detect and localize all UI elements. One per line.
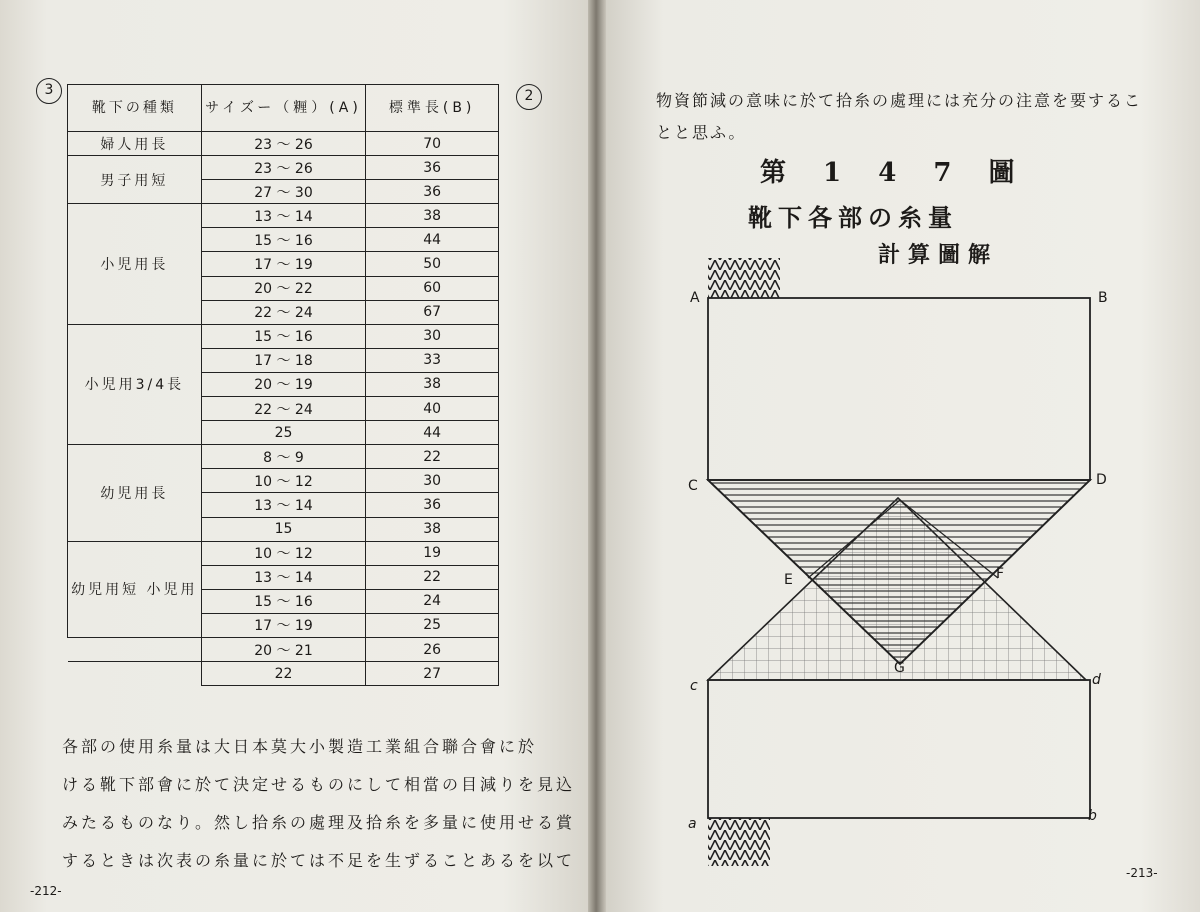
page-number-left: -212- [30, 884, 62, 898]
length-cell: 38 [366, 372, 499, 396]
size-cell: 17 〜 18 [201, 348, 366, 372]
length-cell: 25 [366, 613, 499, 637]
label-b: b [1088, 808, 1097, 824]
lower-rectangle [708, 680, 1090, 818]
length-cell: 40 [366, 397, 499, 421]
size-cell: 22 [201, 662, 366, 686]
label-D: D [1096, 472, 1107, 488]
type-cell: 婦人用長 [68, 132, 202, 156]
figure-subtitle: 計算圖解 [878, 242, 999, 268]
size-cell: 13 〜 14 [201, 493, 366, 517]
type-cell: 幼児用長 [68, 445, 202, 541]
length-cell: 70 [366, 132, 499, 156]
header-type: 靴下の種類 [68, 85, 202, 132]
length-cell: 38 [366, 204, 499, 228]
length-cell: 67 [366, 300, 499, 324]
size-cell: 15 〜 16 [201, 228, 366, 252]
length-cell: 26 [366, 637, 499, 661]
label-a: a [688, 816, 697, 832]
length-cell: 38 [366, 517, 499, 541]
length-cell: 44 [366, 421, 499, 445]
intro-line-2: とと思ふ。 [656, 123, 747, 142]
size-cell: 10 〜 12 [201, 469, 366, 493]
length-cell: 33 [366, 348, 499, 372]
size-cell: 15 〜 16 [201, 589, 366, 613]
length-cell: 24 [366, 589, 499, 613]
size-cell: 13 〜 14 [201, 204, 366, 228]
length-cell: 36 [366, 156, 499, 180]
figure-title: 靴下各部の糸量 [748, 203, 958, 232]
type-cell: 小児用3/4長 [68, 324, 202, 444]
size-cell: 23 〜 26 [201, 132, 366, 156]
size-cell: 23 〜 26 [201, 156, 366, 180]
type-cell: 小児用長 [68, 204, 202, 324]
cuff-pattern-top [708, 258, 780, 298]
page-number-right: -213- [1126, 866, 1158, 880]
size-cell: 15 〜 16 [201, 324, 366, 348]
size-cell: 13 〜 14 [201, 565, 366, 589]
length-cell: 60 [366, 276, 499, 300]
size-cell: 20 〜 19 [201, 372, 366, 396]
size-cell: 10 〜 12 [201, 541, 366, 565]
length-cell: 44 [366, 228, 499, 252]
paragraph-line-1: 各部の使用糸量は大日本莫大小製造工業組合聯合會に於 [62, 737, 538, 756]
length-cell: 19 [366, 541, 499, 565]
size-cell: 20 〜 21 [201, 637, 366, 661]
label-G: G [894, 660, 905, 676]
label-C: C [688, 478, 698, 494]
paragraph-line-4: するときは次表の糸量に於ては不足を生ずることあるを以て [62, 851, 576, 870]
length-cell: 22 [366, 565, 499, 589]
cuff-pattern-bottom [708, 818, 770, 866]
type-cell: 男子用短 [68, 156, 202, 204]
length-cell: 50 [366, 252, 499, 276]
header-size: サイズー（糎）(A) [201, 85, 366, 132]
paragraph-line-3: みたるものなり。然し拾糸の處理及拾糸を多量に使用せる賞 [62, 813, 576, 832]
length-cell: 36 [366, 180, 499, 204]
length-cell: 30 [366, 324, 499, 348]
header-length: 標準長(B) [366, 85, 499, 132]
figure-number: 第 1 4 7 圖 [760, 158, 1029, 188]
label-F: F [996, 566, 1005, 582]
size-cell: 17 〜 19 [201, 252, 366, 276]
paragraph-line-2: ける靴下部會に於て決定せるものにして相當の目減りを見込 [62, 775, 576, 794]
size-cell: 17 〜 19 [201, 613, 366, 637]
length-cell: 22 [366, 445, 499, 469]
length-cell: 36 [366, 493, 499, 517]
size-cell: 20 〜 22 [201, 276, 366, 300]
label-A: A [690, 290, 700, 306]
label-d: d [1092, 672, 1101, 688]
size-cell: 25 [201, 421, 366, 445]
size-cell: 22 〜 24 [201, 397, 366, 421]
size-cell: 15 [201, 517, 366, 541]
label-E: E [784, 572, 793, 588]
size-cell: 22 〜 24 [201, 300, 366, 324]
length-cell: 30 [366, 469, 499, 493]
size-cell: 27 〜 30 [201, 180, 366, 204]
upper-rectangle [708, 298, 1090, 480]
corner-number-right: 2 [516, 84, 542, 110]
label-c: c [690, 678, 698, 694]
corner-number-left: 3 [36, 78, 62, 104]
size-cell: 8 〜 9 [201, 445, 366, 469]
length-cell: 27 [366, 662, 499, 686]
label-B: B [1098, 290, 1108, 306]
intro-line-1: 物資節減の意味に於て拾糸の處理には充分の注意を要するこ [656, 91, 1143, 110]
type-cell: 幼児用短 小児用 [68, 541, 202, 637]
